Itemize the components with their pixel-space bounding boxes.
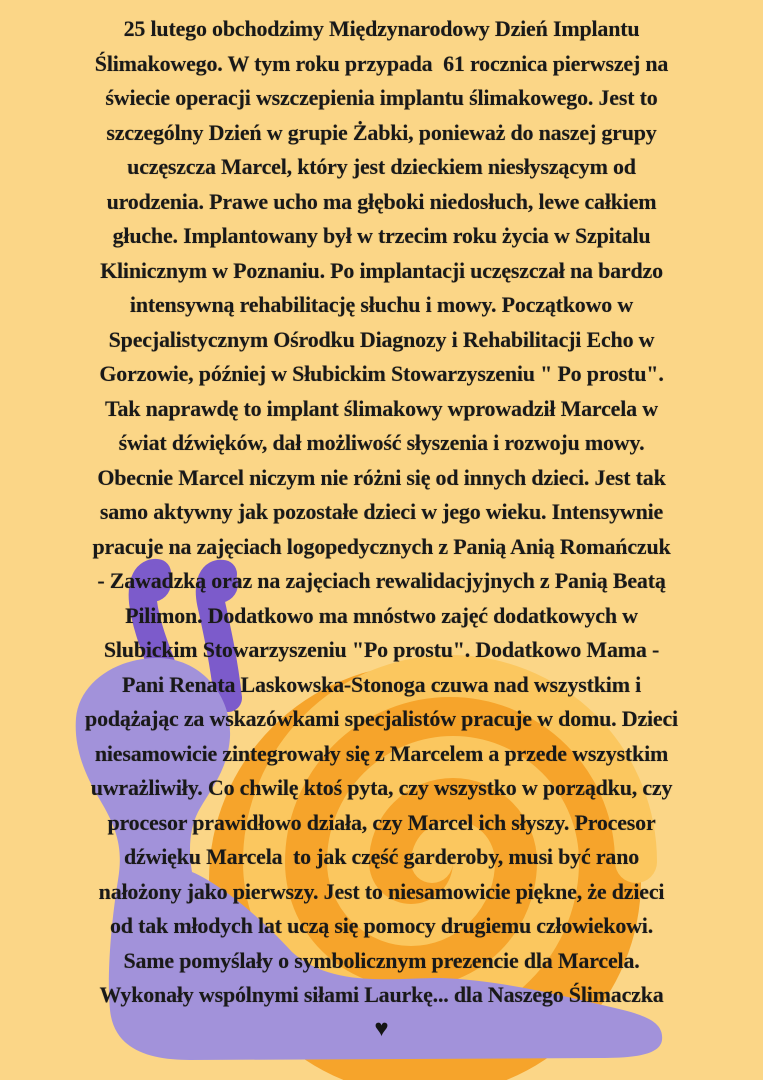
text-line: Same pomyślały o symbolicznym prezencie dla Marcela. bbox=[123, 947, 640, 973]
text-line: urodzenia. Prawe ucho ma głęboki niedosłuch, lewe całkiem bbox=[106, 188, 657, 214]
text-line: uczęszcza Marcel, który jest dzieckiem niesłyszącym od bbox=[127, 154, 636, 179]
text-line: Wykonały wspólnymi siłami Laurkę... dla Naszego Ślimaczka bbox=[99, 982, 664, 1007]
article-lines bbox=[0, 12, 763, 1013]
text-line: procesor prawidłowo działa, czy Marcel ich słyszy. Procesor bbox=[107, 809, 656, 835]
text-line: niesamowicie zintegrowały się z Marcelem a przede wszystkim bbox=[94, 740, 669, 766]
text-line: Pilimon. Dodatkowo ma mnóstwo zajęć dodatkowych w bbox=[125, 602, 638, 628]
text-line: pracuje na zajęciach logopedycznych z Panią Anią Romańczuk bbox=[92, 533, 671, 559]
article-text bbox=[0, 12, 763, 1047]
text-line: samo aktywny jak pozostałe dzieci w jego wieku. Intensywnie bbox=[99, 499, 664, 524]
text-line: podążając za wskazówkami specjalistów pracuje w domu. Dzieci bbox=[85, 706, 678, 731]
text-line: Klinicznym w Poznaniu. Po implantacji uczęszczał na bardzo bbox=[100, 257, 663, 283]
text-line: dźwięku Marcela to jak część garderoby, musi być rano bbox=[123, 844, 640, 869]
text-line: Obecnie Marcel niczym nie różni się od innych dzieci. Jest tak bbox=[97, 464, 666, 490]
text-line: Pani Renata Laskowska-Stonoga czuwa nad wszystkim i bbox=[121, 671, 642, 697]
text-line: Gorzowie, później w Słubickim Stowarzyszeniu " Po prostu". bbox=[99, 361, 664, 386]
text-line: świecie operacji wszczepienia implantu ślimakowego. Jest to bbox=[105, 85, 658, 110]
text-line: od tak młodych lat uczą się pomocy drugiemu człowiekowi. bbox=[109, 913, 654, 938]
text-line: Specjalistycznym Ośrodku Diagnozy i Rehabilitacji Echo w bbox=[108, 326, 655, 352]
text-line: Tak naprawdę to implant ślimakowy wprowadził Marcela w bbox=[105, 395, 658, 421]
text-line: szczególny Dzień w grupie Żabki, ponieważ do naszej grupy bbox=[106, 119, 657, 145]
text-line: uwrażliwiły. Co chwilę ktoś pyta, czy wszystko w porządku, czy bbox=[90, 775, 673, 800]
text-line: Slubickim Stowarzyszeniu "Po prostu". Dodatkowo Mama - bbox=[103, 637, 660, 662]
text-line: intensywną rehabilitację słuchu i mowy. Początkowo w bbox=[129, 292, 634, 317]
text-line: - Zawadzką oraz na zajęciach rewalidacjyjnych z Panią Beatą bbox=[97, 568, 666, 593]
text-line: świat dźwięków, dał możliwość słyszenia i rozwoju mowy. bbox=[118, 430, 645, 455]
heart-icon: ♥ bbox=[374, 1015, 389, 1042]
text-line: nałożony jako pierwszy. Jest to niesamowicie piękne, że dzieci bbox=[98, 878, 665, 904]
text-line: 25 lutego obchodzimy Międzynarodowy Dzień Implantu bbox=[123, 16, 640, 41]
text-line: głuche. Implantowany był w trzecim roku życia w Szpitalu bbox=[112, 223, 651, 248]
text-line: Ślimakowego. W tym roku przypada 61 rocznica pierwszej na bbox=[94, 50, 669, 76]
